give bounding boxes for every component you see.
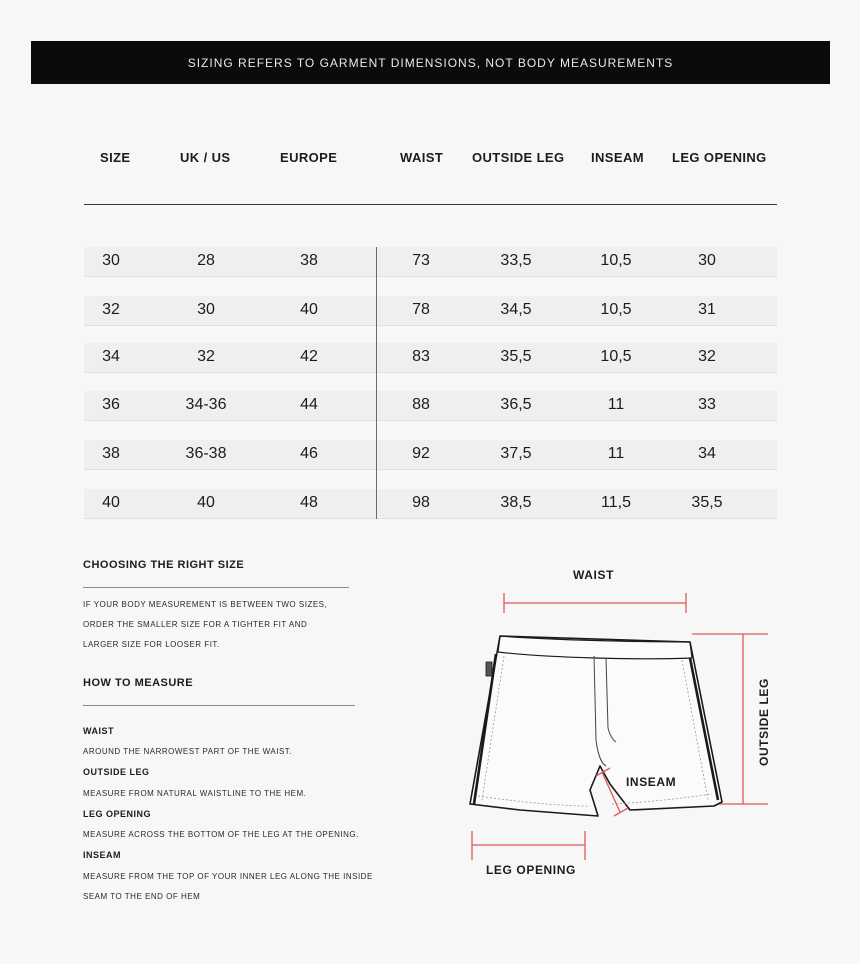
header-divider — [84, 204, 777, 205]
header-europe: EUROPE — [280, 150, 338, 165]
choosing-title: CHOOSING THE RIGHT SIZE — [83, 559, 245, 571]
table-cell: 73 — [412, 252, 430, 269]
choosing-line: IF YOUR BODY MEASUREMENT IS BETWEEN TWO SIZES, — [83, 600, 328, 609]
table-cell: 38,5 — [500, 494, 532, 511]
term-inseam: INSEAM — [83, 850, 122, 860]
how-to-measure-divider — [83, 705, 355, 706]
table-cell: 38 — [102, 445, 120, 462]
table-cell: 11 — [607, 445, 625, 462]
desc-inseam: MEASURE FROM THE TOP OF YOUR INNER LEG ALONG THE INSIDE — [83, 872, 373, 881]
table-cell: 36-38 — [185, 445, 227, 462]
table-cell: 34 — [102, 348, 120, 365]
how-to-measure-title: HOW TO MEASURE — [83, 677, 194, 689]
table-cell: 11 — [607, 396, 625, 413]
table-cell: 11,5 — [601, 494, 631, 511]
table-row — [84, 489, 777, 519]
table-cell: 92 — [412, 445, 430, 462]
term-leg-opening: LEG OPENING — [83, 809, 152, 819]
table-cell: 35,5 — [691, 494, 723, 511]
label-inseam: INSEAM — [626, 775, 677, 789]
table-cell: 36,5 — [500, 396, 532, 413]
header-outside-leg: OUTSIDE LEG — [472, 150, 565, 165]
waist-measure-line — [504, 593, 686, 613]
label-waist: WAIST — [573, 568, 614, 582]
choosing-line: ORDER THE SMALLER SIZE FOR A TIGHTER FIT AND — [83, 620, 308, 629]
desc-leg-opening: MEASURE ACROSS THE BOTTOM OF THE LEG AT THE OPENING. — [83, 830, 359, 839]
label-leg-opening: LEG OPENING — [486, 863, 576, 877]
header-uk-us: UK / US — [180, 150, 231, 165]
table-row — [84, 247, 777, 277]
table-cell: 46 — [300, 445, 318, 462]
banner-text: SIZING REFERS TO GARMENT DIMENSIONS, NOT BODY MEASUREMENTS — [187, 55, 674, 70]
desc-waist: AROUND THE NARROWEST PART OF THE WAIST. — [83, 747, 293, 756]
table-cell: 48 — [300, 494, 318, 511]
label-outside-leg: OUTSIDE LEG — [756, 678, 771, 766]
header-inseam: INSEAM — [591, 150, 644, 165]
table-cell: 30 — [197, 301, 215, 318]
table-cell: 33 — [698, 396, 716, 413]
table-cell: 34-36 — [185, 396, 227, 413]
table-cell: 36 — [102, 396, 120, 413]
desc-inseam: SEAM TO THE END OF HEM — [83, 892, 201, 901]
table-cell: 10,5 — [600, 301, 632, 318]
table-row — [84, 440, 777, 470]
shorts-illustration — [460, 560, 780, 890]
shorts-measurement-diagram — [460, 560, 780, 890]
table-cell: 32 — [102, 301, 120, 318]
side-tab — [486, 662, 492, 676]
choosing-divider — [83, 587, 349, 588]
table-cell: 34 — [698, 445, 716, 462]
table-cell: 10,5 — [600, 252, 632, 269]
table-cell: 32 — [698, 348, 716, 365]
table-cell: 78 — [412, 301, 430, 318]
table-cell: 30 — [698, 252, 716, 269]
table-cell: 35,5 — [500, 348, 532, 365]
term-outside-leg: OUTSIDE LEG — [83, 767, 150, 777]
table-cell: 40 — [102, 494, 120, 511]
table-cell: 10,5 — [600, 348, 632, 365]
table-cell: 30 — [102, 252, 120, 269]
table-cell: 32 — [197, 348, 215, 365]
table-cell: 31 — [698, 301, 716, 318]
table-cell: 33,5 — [500, 252, 532, 269]
header-waist: WAIST — [400, 150, 444, 165]
table-cell: 42 — [300, 348, 318, 365]
desc-outside-leg: MEASURE FROM NATURAL WAISTLINE TO THE HEM. — [83, 789, 307, 798]
leg-opening-measure-line — [472, 831, 585, 860]
table-cell: 83 — [412, 348, 430, 365]
table-cell: 37,5 — [500, 445, 532, 462]
table-cell: 40 — [197, 494, 215, 511]
column-divider — [376, 247, 377, 519]
table-row — [84, 391, 777, 421]
sizing-notice-banner — [31, 41, 830, 84]
choosing-line: LARGER SIZE FOR LOOSER FIT. — [83, 640, 220, 649]
table-row — [84, 343, 777, 373]
table-cell: 98 — [412, 494, 430, 511]
table-row — [84, 296, 777, 326]
table-cell: 28 — [197, 252, 215, 269]
header-leg-opening: LEG OPENING — [672, 150, 767, 165]
table-cell: 88 — [412, 396, 430, 413]
term-waist: WAIST — [83, 726, 114, 736]
table-cell: 38 — [300, 252, 318, 269]
table-cell: 44 — [300, 396, 318, 413]
table-cell: 40 — [300, 301, 318, 318]
header-size: SIZE — [100, 150, 131, 165]
table-cell: 34,5 — [500, 301, 532, 318]
